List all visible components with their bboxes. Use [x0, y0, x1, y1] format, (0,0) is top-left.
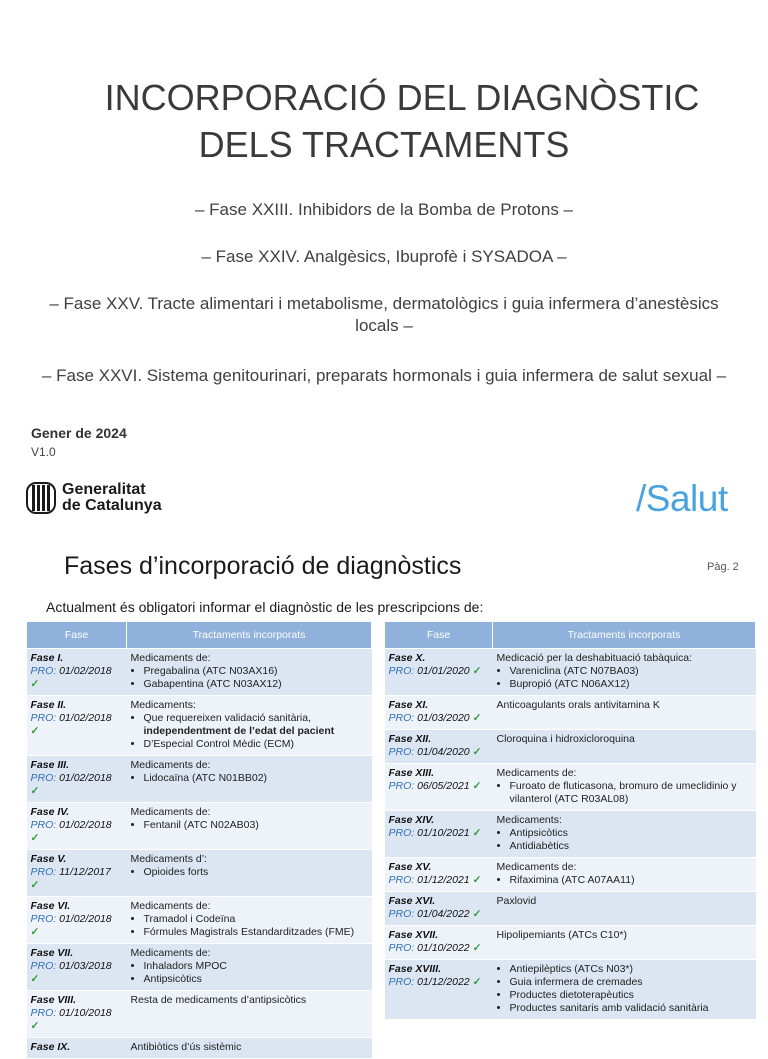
pro-label: PRO: — [388, 665, 415, 677]
list-item: • Gabapentina (ATC N03AX12) — [144, 678, 368, 691]
table-row — [385, 764, 756, 811]
table-row — [27, 944, 372, 991]
fase-label: Fase XIII. — [388, 767, 435, 779]
page-number: Pàg. 2 — [707, 561, 739, 573]
pro-date-value: 01/02/2018 — [59, 772, 112, 784]
tractaments-cell — [127, 991, 372, 1038]
list-item: • Vareniclina (ATC N07BA03) — [510, 665, 752, 678]
fase-cell — [385, 960, 493, 1020]
pro-date — [389, 746, 489, 759]
fase-cell — [27, 897, 127, 944]
list-item: • Fentanil (ATC N02AB03) — [144, 819, 368, 832]
pro-label: PRO: — [30, 665, 57, 677]
fase-label: Fase X. — [388, 652, 426, 664]
tractaments-cell — [127, 803, 372, 850]
tractaments-cell — [493, 764, 756, 811]
fase-cell — [385, 892, 493, 926]
logo-text-line-2: de Catalunya — [62, 497, 162, 514]
tractament-list — [497, 963, 752, 1015]
fase-label: Fase XVII. — [388, 929, 439, 941]
check-icon: ✓ — [30, 725, 40, 737]
pro-date — [389, 942, 489, 955]
fase-label: Fase I. — [30, 652, 64, 664]
tractament-list — [131, 712, 368, 751]
pro-date-value: 01/12/2021 — [417, 874, 470, 886]
pro-date — [389, 908, 489, 921]
tractaments-cell — [493, 811, 756, 858]
list-item: • Antipsicòtics — [144, 973, 368, 986]
table-row — [27, 1038, 372, 1059]
fase-label: Fase II. — [30, 699, 67, 711]
pro-label: PRO: — [30, 866, 57, 878]
check-icon: ✓ — [472, 665, 482, 677]
table-row — [385, 730, 756, 764]
tractament-heading: Medicaments: — [130, 699, 196, 711]
list-item: • Antipsicòtics — [510, 827, 752, 840]
pro-label: PRO: — [388, 712, 415, 724]
fase-cell — [385, 649, 493, 696]
fase-label: Fase XV. — [388, 861, 432, 873]
col-header-tractaments: Tractaments incorporats — [127, 622, 372, 649]
fase-cell — [385, 764, 493, 811]
pro-label: PRO: — [30, 1007, 57, 1019]
pro-date-value: 11/12/2017 — [59, 866, 111, 878]
pro-date — [31, 960, 123, 986]
tractaments-cell — [493, 960, 756, 1020]
list-item: • Pregabalina (ATC N03AX16) — [144, 665, 368, 678]
fase-label: Fase III. — [30, 759, 70, 771]
fase-cell — [385, 696, 493, 730]
table-row — [27, 696, 372, 756]
pro-label: PRO: — [388, 780, 415, 792]
pro-date — [389, 712, 489, 725]
tractament-list — [497, 780, 752, 806]
fase-cell — [27, 850, 127, 897]
pro-date-value: 01/10/2021 — [417, 827, 470, 839]
publication-date: Gener de 2024 — [31, 425, 127, 441]
pro-date-value: 01/01/2020 — [417, 665, 470, 677]
col-header-fase: Fase — [27, 622, 127, 649]
check-icon: ✓ — [30, 973, 40, 985]
pro-label: PRO: — [388, 746, 415, 758]
pro-date-value: 01/02/2018 — [59, 913, 112, 925]
tractament-list — [131, 665, 368, 691]
tractament-heading: Medicaments d’: — [130, 853, 207, 865]
fase-label: Fase IV. — [30, 806, 70, 818]
pro-date — [389, 874, 489, 887]
fase-label: Fase V. — [30, 853, 67, 865]
list-item: • Productes dietoterapèutics — [510, 989, 752, 1002]
slide-title: Fases d’incorporació de diagnòstics — [64, 552, 462, 580]
tractaments-cell — [127, 850, 372, 897]
fase-cell — [27, 991, 127, 1038]
tractaments-cell — [493, 696, 756, 730]
list-item: • Que requereixen validació sanitària, — [144, 712, 368, 725]
tractament-heading: Medicaments de: — [496, 861, 577, 873]
check-icon: ✓ — [30, 785, 40, 797]
check-icon: ✓ — [30, 832, 40, 844]
tractament-heading: Paxlovid — [496, 895, 537, 907]
pro-date — [31, 819, 123, 845]
fase-label: Fase IX. — [30, 1041, 71, 1053]
tractament-heading: Medicaments: — [496, 814, 562, 826]
intro-text: Actualment és obligatori informar el diagnòstic de les prescripcions de: — [46, 599, 484, 615]
tractaments-cell — [127, 897, 372, 944]
pro-label: PRO: — [388, 908, 415, 920]
fase-label: Fase VIII. — [30, 994, 77, 1006]
table-row — [385, 696, 756, 730]
tractament-heading: Hipolipemiants (ATCs C10*) — [496, 929, 628, 941]
tractaments-cell — [127, 1038, 372, 1059]
fase-label: Fase XVI. — [388, 895, 436, 907]
tractament-list — [131, 960, 368, 986]
tractament-heading: Resta de medicaments d’antipsicòtics — [130, 994, 307, 1006]
tractaments-cell — [493, 858, 756, 892]
table-row — [385, 926, 756, 960]
pro-date-value: 01/03/2020 — [417, 712, 470, 724]
check-icon: ✓ — [472, 942, 482, 954]
phase-xxv: – Fase XXV. Tracte alimentari i metabolisme, dermatològics i guia infermera d’anestèsics locals – — [49, 294, 719, 335]
check-icon: ✓ — [472, 746, 482, 758]
pro-label: PRO: — [30, 960, 57, 972]
table-row — [27, 850, 372, 897]
check-icon: ✓ — [30, 879, 40, 891]
pro-date — [31, 772, 123, 798]
pro-date-value: 01/12/2022 — [417, 976, 470, 988]
pro-date — [31, 665, 123, 691]
list-item: • Antiepilèptics (ATCs N03*) — [510, 963, 752, 976]
tractament-heading: Anticoagulants orals antivitamina K — [496, 699, 660, 711]
pro-date — [389, 976, 489, 989]
version-label: V1.0 — [31, 445, 56, 459]
tractament-heading: Medicaments de: — [130, 759, 211, 771]
tractaments-cell — [493, 730, 756, 764]
tractament-list — [131, 913, 368, 939]
check-icon: ✓ — [472, 908, 482, 920]
pro-label: PRO: — [388, 942, 415, 954]
tractament-heading: Antibiòtics d’ús sistèmic — [130, 1041, 242, 1053]
fase-cell — [385, 926, 493, 960]
pro-date — [31, 712, 123, 738]
check-icon: ✓ — [30, 926, 40, 938]
col-header-tractaments: Tractaments incorporats — [493, 622, 756, 649]
pro-label: PRO: — [30, 913, 57, 925]
tractaments-cell — [127, 756, 372, 803]
tractaments-cell — [493, 892, 756, 926]
pro-date-value: 01/10/2018 — [59, 1007, 112, 1019]
table-row — [27, 756, 372, 803]
pro-date — [389, 827, 489, 840]
title-line-2: DELS TRACTAMENTS — [198, 124, 570, 165]
check-icon: ✓ — [472, 827, 482, 839]
fase-label: Fase XIV. — [388, 814, 435, 826]
table-row — [385, 892, 756, 926]
generalitat-emblem-icon — [26, 482, 56, 514]
table-row — [385, 960, 756, 1020]
list-item: • Bupropió (ATC N06AX12) — [510, 678, 752, 691]
list-item: • Guia infermera de cremades — [510, 976, 752, 989]
col-header-fase: Fase — [385, 622, 493, 649]
table-row — [385, 649, 756, 696]
pro-label: PRO: — [388, 976, 415, 988]
pro-date — [389, 780, 489, 793]
pro-label: PRO: — [30, 819, 57, 831]
table-row — [385, 858, 756, 892]
fase-label: Fase VII. — [30, 947, 74, 959]
list-item: • Productes sanitaris amb validació sanitària — [510, 1002, 752, 1015]
check-icon: ✓ — [472, 874, 482, 886]
check-icon: ✓ — [472, 712, 482, 724]
list-item: • Inhaladors MPOC — [144, 960, 368, 973]
list-item: • Lidocaïna (ATC N01BB02) — [144, 772, 368, 785]
list-item: • Opioides forts — [144, 866, 368, 879]
fase-label: Fase XII. — [388, 733, 432, 745]
salut-logo: /Salut — [636, 478, 728, 519]
pro-date — [389, 665, 489, 678]
tractaments-cell — [493, 926, 756, 960]
tractament-heading: Medicaments de: — [130, 652, 211, 664]
check-icon: ✓ — [30, 1020, 40, 1032]
pro-date-value: 01/02/2018 — [59, 819, 112, 831]
list-item: • Fórmules Magistrals Estandarditzades (FME) — [144, 926, 368, 939]
pro-date-value: 01/04/2020 — [417, 746, 470, 758]
tractament-list — [497, 827, 752, 853]
tractament-heading: Medicaments de: — [496, 767, 577, 779]
pro-date — [31, 1007, 123, 1033]
fase-cell — [27, 756, 127, 803]
phase-xxvi: – Fase XXVI. Sistema genitourinari, preparats hormonals i guia infermera de salut sexual – — [41, 366, 727, 385]
pro-label: PRO: — [30, 772, 57, 784]
pro-date — [31, 913, 123, 939]
fase-cell — [385, 730, 493, 764]
emphasis-note: independentment de l’edat del pacient — [143, 725, 335, 737]
check-icon: ✓ — [472, 976, 482, 988]
pro-date-value: 06/05/2021 — [417, 780, 470, 792]
tractament-heading: Cloroquina i hidroxicloroquina — [496, 733, 635, 745]
table-row — [27, 649, 372, 696]
tractament-list — [131, 866, 368, 879]
fase-cell — [385, 811, 493, 858]
list-item: • Antidiabètics — [510, 840, 752, 853]
tractaments-cell — [493, 649, 756, 696]
pro-label: PRO: — [388, 827, 415, 839]
generalitat-logo — [26, 482, 162, 514]
fase-cell — [27, 803, 127, 850]
tractament-list — [131, 772, 368, 785]
list-item: • D’Especial Control Mèdic (ECM) — [144, 738, 368, 751]
tractaments-cell — [127, 944, 372, 991]
tractaments-cell — [127, 696, 372, 756]
document-title — [0, 74, 768, 168]
fase-label: Fase VI. — [30, 900, 71, 912]
check-icon: ✓ — [30, 678, 40, 690]
pro-date-value: 01/02/2018 — [59, 665, 112, 677]
phases-table-left — [26, 621, 372, 1059]
list-item: • Furoato de fluticasona, bromuro de umeclidinio y vilanterol (ATC R03AL08) — [510, 780, 752, 806]
tractament-list — [497, 665, 752, 691]
pro-date-value: 01/02/2018 — [59, 712, 112, 724]
fase-cell — [27, 649, 127, 696]
tractament-list — [497, 874, 752, 887]
fase-cell — [27, 696, 127, 756]
phase-xxiii: – Fase XXIII. Inhibidors de la Bomba de Protons – — [195, 200, 573, 219]
table-row — [27, 897, 372, 944]
pro-date-value: 01/04/2022 — [417, 908, 470, 920]
check-icon: ✓ — [472, 780, 482, 792]
tractament-heading: Medicaments de: — [130, 806, 211, 818]
tractament-heading: Medicació per la deshabituació tabàquica: — [496, 652, 693, 664]
phase-xxiv: – Fase XXIV. Analgèsics, Ibuprofè i SYSADOA – — [201, 247, 567, 266]
pro-label: PRO: — [388, 874, 415, 886]
list-item: • Rifaximina (ATC A07AA11) — [510, 874, 752, 887]
pro-date-value: 01/10/2022 — [417, 942, 470, 954]
title-line-1: INCORPORACIÓ DEL DIAGNÒSTIC — [104, 77, 700, 118]
tractament-heading: Medicaments de: — [130, 900, 211, 912]
fase-label: Fase XVIII. — [388, 963, 442, 975]
list-item: • Tramadol i Codeïna — [144, 913, 368, 926]
phases-table-right — [384, 621, 756, 1020]
fase-cell — [385, 858, 493, 892]
tractaments-cell — [127, 649, 372, 696]
pro-label: PRO: — [30, 712, 57, 724]
table-row — [385, 811, 756, 858]
fase-cell — [27, 1038, 127, 1059]
table-row — [27, 991, 372, 1038]
pro-date — [31, 866, 123, 892]
fase-label: Fase XI. — [388, 699, 429, 711]
tractament-list — [131, 819, 368, 832]
tractament-heading: Medicaments de: — [130, 947, 211, 959]
logo-text-line-1: Generalitat — [62, 481, 146, 498]
table-row — [27, 803, 372, 850]
fase-cell — [27, 944, 127, 991]
pro-date-value: 01/03/2018 — [59, 960, 112, 972]
